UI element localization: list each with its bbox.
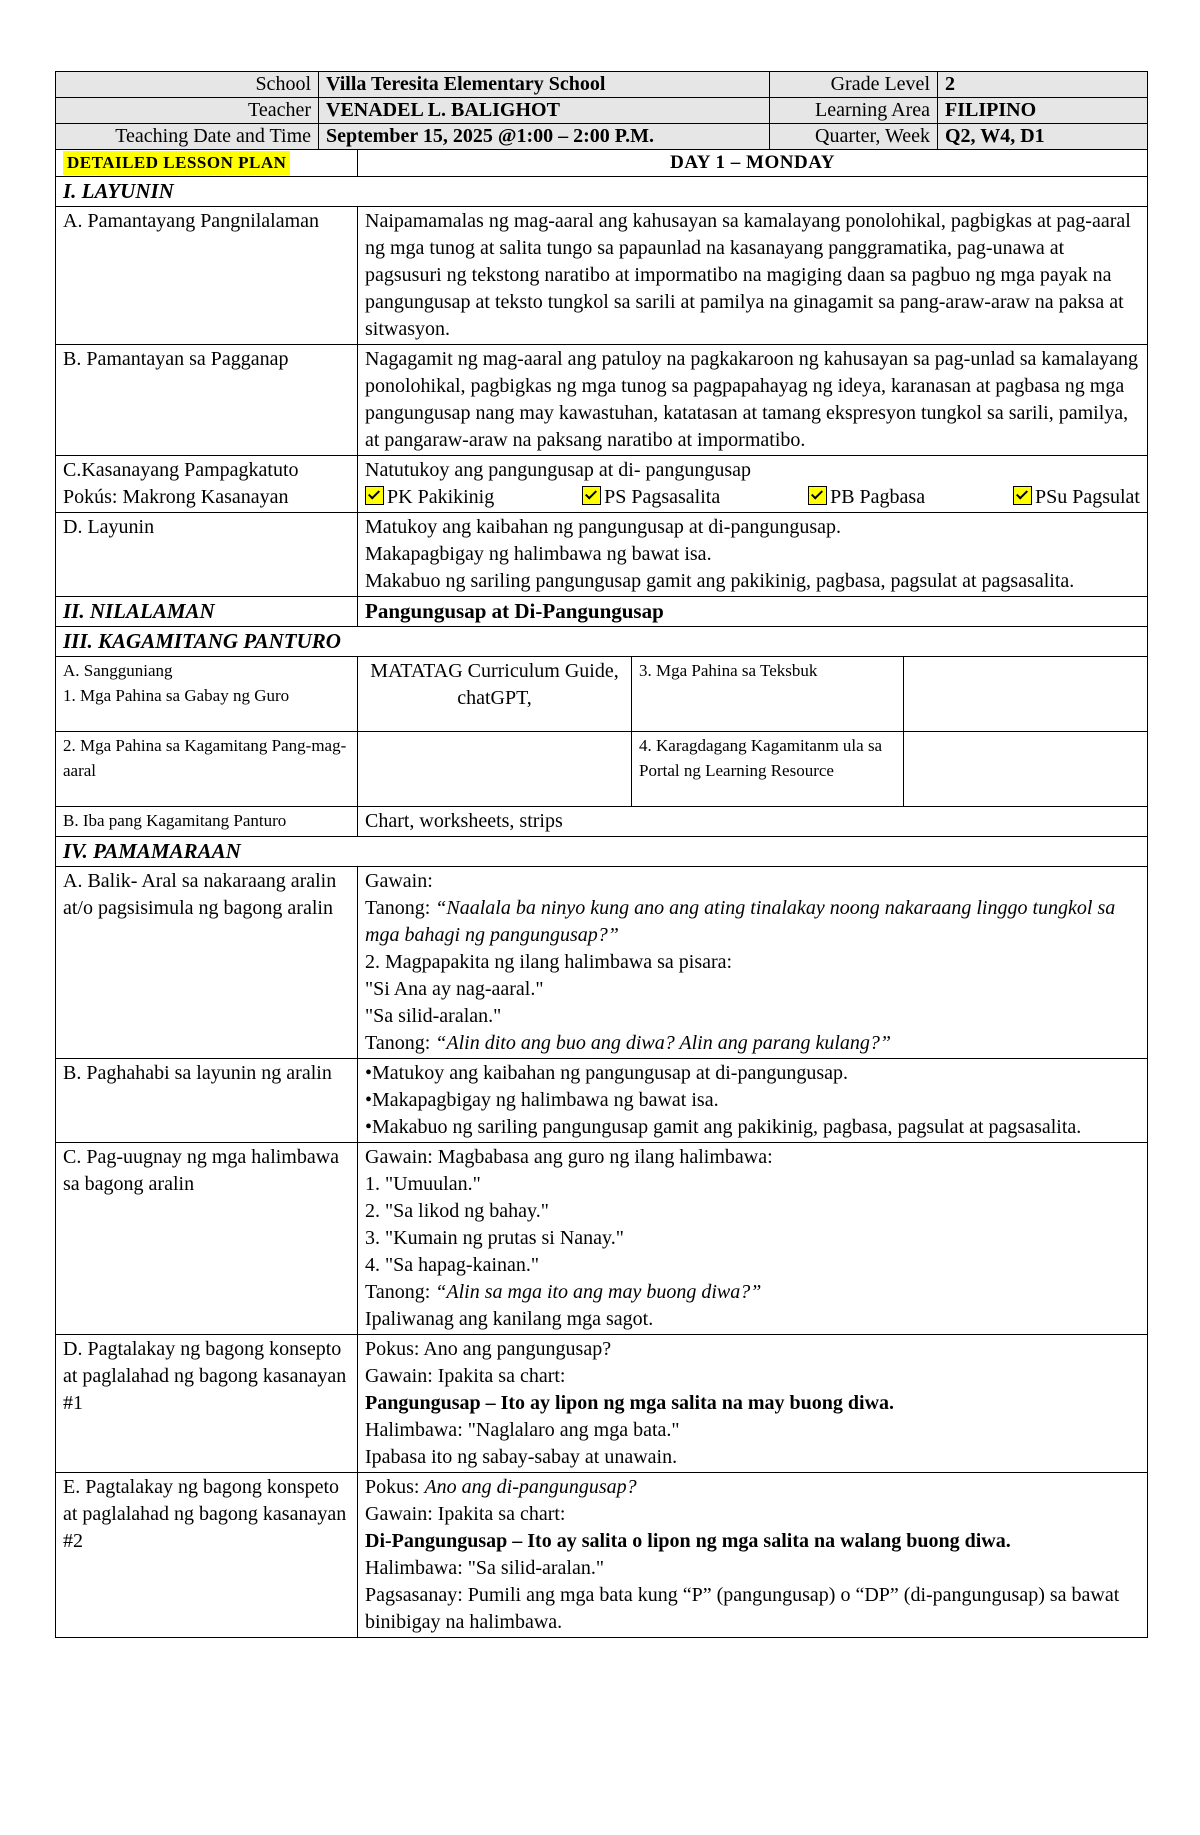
- pag-uugnay-tanong: [365, 1279, 1140, 1306]
- lesson-plan-document: [55, 71, 1147, 1638]
- header-table: [55, 71, 1148, 150]
- pagtalakay-1-gawain: Gawain: Ipakita sa chart:: [365, 1365, 566, 1387]
- row-pag-uugnay: [56, 1143, 1148, 1335]
- paghahabi-line: •Matukoy ang kaibahan ng pangungusap at di-pangungusap.: [365, 1062, 849, 1084]
- kasanayan-text: Natutukoy ang pangungusap at di- pangungusap: [365, 459, 752, 481]
- pagtalakay-2-definition: Di-Pangungusap – Ito ay salita o lipon ng mga salita na walang buong diwa.: [365, 1530, 1011, 1552]
- pag-uugnay-content: [358, 1143, 1148, 1335]
- checkbox-checked-icon: [365, 486, 384, 505]
- balik-aral-example: "Sa silid-aralan.": [365, 1005, 502, 1027]
- checkbox-checked-icon: [1013, 486, 1032, 505]
- header-row-date: [56, 124, 1148, 150]
- layunin-title: I. LAYUNIN: [56, 177, 1148, 207]
- iba-pang-value: Chart, worksheets, strips: [358, 807, 1148, 837]
- row-paghahabi: [56, 1059, 1148, 1143]
- pag-uugnay-item: 2. "Sa likod ng bahay.": [365, 1200, 549, 1222]
- plan-title-row: [56, 150, 1148, 177]
- sanggunian-label-line1: A. Sangguniang: [63, 661, 173, 680]
- date-label: Teaching Date and Time: [56, 124, 319, 150]
- school-label: School: [56, 72, 319, 98]
- day-label: DAY 1 – MONDAY: [358, 150, 1148, 177]
- tanong-prefix: Tanong:: [365, 1032, 436, 1054]
- pagtalakay-1-pokus: Pokus: Ano ang pangungusap?: [365, 1338, 612, 1360]
- pag-uugnay-item: 3. "Kumain ng prutas si Nanay.": [365, 1227, 624, 1249]
- lesson-table: [55, 149, 1148, 1638]
- nilalaman-value: Pangungusap at Di-Pangungusap: [358, 597, 1148, 627]
- pagganap-text: Nagagamit ng mag-aaral ang patuloy na pagkakaroon ng kahusayan sa pag-unlad sa kamalayang ponolohikal, pagbigkas ng mga tunog sa pagpapahayag ng ideya, karanasan at pagbasa ng mga pangungusap nang may kawastuhan, katatasan at tamang ekspresyon tungkol sa sarili, pamilya, at pangaraw-araw na paksang naratibo at impormatibo.: [358, 345, 1148, 456]
- quarter-label: Quarter, Week: [770, 124, 938, 150]
- macro-psu-label: PSu Pagsulat: [1034, 486, 1140, 508]
- pagtalakay-1-last: Ipabasa ito ng sabay-sabay at unawain.: [365, 1446, 678, 1468]
- pagtalakay-2-label: E. Pagtalakay ng bagong konspeto at paglalahad ng bagong kasanayan #2: [56, 1473, 358, 1638]
- macro-ps-label: PS Pagsasalita: [604, 486, 721, 508]
- macro-skills: [365, 484, 1140, 511]
- pag-uugnay-last: Ipaliwanag ang kanilang mga sagot.: [365, 1308, 654, 1330]
- layunin-d-content: [358, 513, 1148, 597]
- section-kagamitan: [56, 627, 1148, 657]
- pagtalakay-1-content: [358, 1335, 1148, 1473]
- grade-label: Grade Level: [770, 72, 938, 98]
- balik-aral-item2: 2. Magpapakita ng ilang halimbawa sa pisara:: [365, 951, 733, 973]
- row-sanggunian: [56, 657, 1148, 732]
- pag-uugnay-item: 1. "Umuulan.": [365, 1173, 481, 1195]
- row-pagtalakay-1: [56, 1335, 1148, 1473]
- row-pagtalakay-2: [56, 1473, 1148, 1638]
- checkbox-checked-icon: [582, 486, 601, 505]
- paghahabi-label: B. Paghahabi sa layunin ng aralin: [56, 1059, 358, 1143]
- pupil-label: 2. Mga Pahina sa Kagamitang Pang-mag-aaral: [56, 732, 358, 807]
- paghahabi-line: •Makabuo ng sariling pangungusap gamit ang pakikinig, pagbasa, pagsulat at pagsasalita.: [365, 1116, 1082, 1138]
- kasanayan-content: [358, 456, 1148, 513]
- pagtalakay-2-gawain: Gawain: Ipakita sa chart:: [365, 1503, 566, 1525]
- macro-pk-label: PK Pakikinig: [387, 486, 495, 508]
- pag-uugnay-gawain: Gawain: Magbabasa ang guro ng ilang halimbawa:: [365, 1146, 773, 1168]
- balik-aral-gawain: Gawain:: [365, 870, 433, 892]
- grade-value: 2: [938, 72, 1148, 98]
- tanong-text: “Alin dito ang buo ang diwa? Alin ang parang kulang?”: [435, 1032, 892, 1054]
- layunin-d-line: Matukoy ang kaibahan ng pangungusap at di-pangungusap.: [365, 516, 842, 538]
- sanggunian-label-line2: 1. Mga Pahina sa Gabay ng Guro: [63, 686, 290, 705]
- date-value: September 15, 2025 @1:00 – 2:00 P.M.: [319, 124, 770, 150]
- pokus-text: Ano ang di-pangungusap?: [424, 1476, 637, 1498]
- checkbox-checked-icon: [808, 486, 827, 505]
- iba-pang-label: B. Iba pang Kagamitang Panturo: [56, 807, 358, 837]
- macro-pb: [808, 484, 925, 511]
- pagtalakay-2-pokus: [365, 1474, 1140, 1501]
- tanong-prefix: Tanong:: [365, 897, 436, 919]
- pokus-prefix: Pokus:: [365, 1476, 425, 1498]
- tanong-text: “Alin sa mga ito ang may buong diwa?”: [435, 1281, 762, 1303]
- teacher-label: Teacher: [56, 98, 319, 124]
- pagtalakay-1-definition: Pangungusap – Ito ay lipon ng mga salita na may buong diwa.: [365, 1392, 895, 1414]
- gabay-value: MATATAG Curriculum Guide, chatGPT,: [358, 657, 632, 732]
- quarter-value: Q2, W4, D1: [938, 124, 1148, 150]
- section-layunin: [56, 177, 1148, 207]
- section-nilalaman: [56, 597, 1148, 627]
- layunin-d-line: Makapagbigay ng halimbawa ng bawat isa.: [365, 543, 712, 565]
- teksbuk-value: [904, 657, 1148, 732]
- balik-aral-tanong2: [365, 1030, 1140, 1057]
- balik-aral-label: A. Balik- Aral sa nakaraang aralin at/o pagsisimula ng bagong aralin: [56, 867, 358, 1059]
- tanong-text: “Naalala ba ninyo kung ano ang ating tinalakay noong nakaraang linggo tungkol sa mga bahagi ng pangungusap?”: [365, 897, 1116, 946]
- balik-aral-example: "Si Ana ay nag-aaral.": [365, 978, 544, 1000]
- pagtalakay-2-content: [358, 1473, 1148, 1638]
- area-value: FILIPINO: [938, 98, 1148, 124]
- header-row-school: [56, 72, 1148, 98]
- paghahabi-line: •Makapagbigay ng halimbawa ng bawat isa.: [365, 1089, 719, 1111]
- teacher-value: VENADEL L. BALIGHOT: [319, 98, 770, 124]
- kasanayan-label-line1: C.Kasanayang Pampagkatuto: [63, 459, 299, 481]
- pag-uugnay-item: 4. "Sa hapag-kainan.": [365, 1254, 540, 1276]
- row-kasanayang-pampagkatuto: [56, 456, 1148, 513]
- row-balik-aral: [56, 867, 1148, 1059]
- row-iba-pang-kagamitan: [56, 807, 1148, 837]
- pagtalakay-2-last: Pagsasanay: Pumili ang mga bata kung “P” (pangungusap) o “DP” (di-pangungusap) sa bawat binibigay na halimbawa.: [365, 1584, 1120, 1633]
- pagtalakay-1-label: D. Pagtalakay ng bagong konsepto at paglalahad ng bagong kasanayan #1: [56, 1335, 358, 1473]
- portal-value: [904, 732, 1148, 807]
- kasanayan-label: [56, 456, 358, 513]
- kasanayan-label-line2: Pokús: Makrong Kasanayan: [63, 486, 289, 508]
- macro-pb-label: PB Pagbasa: [830, 486, 926, 508]
- pangnilalaman-label: A. Pamantayang Pangnilalaman: [56, 207, 358, 345]
- pagganap-label: B. Pamantayan sa Pagganap: [56, 345, 358, 456]
- plan-label: DETAILED LESSON PLAN: [63, 151, 290, 175]
- pag-uugnay-label: C. Pag-uugnay ng mga halimbawa sa bagong aralin: [56, 1143, 358, 1335]
- macro-psu: [1013, 484, 1140, 511]
- section-pamamaraan: [56, 837, 1148, 867]
- sanggunian-label: [56, 657, 358, 732]
- macro-ps: [582, 484, 720, 511]
- pagtalakay-1-halimbawa: Halimbawa: "Naglalaro ang mga bata.": [365, 1419, 680, 1441]
- layunin-d-label: D. Layunin: [56, 513, 358, 597]
- macro-pk: [365, 484, 494, 511]
- tanong-prefix: Tanong:: [365, 1281, 436, 1303]
- row-pamantayang-pangnilalaman: [56, 207, 1148, 345]
- row-pupil-materials: [56, 732, 1148, 807]
- balik-aral-content: [358, 867, 1148, 1059]
- nilalaman-title: II. NILALAMAN: [56, 597, 358, 627]
- pupil-value: [358, 732, 632, 807]
- layunin-d-line: Makabuo ng sariling pangungusap gamit ang pakikinig, pagbasa, pagsulat at pagsasalita.: [365, 570, 1075, 592]
- paghahabi-content: [358, 1059, 1148, 1143]
- teksbuk-label: 3. Mga Pahina sa Teksbuk: [632, 657, 904, 732]
- row-layunin-d: [56, 513, 1148, 597]
- school-value: Villa Teresita Elementary School: [319, 72, 770, 98]
- pagtalakay-2-halimbawa: Halimbawa: "Sa silid-aralan.": [365, 1557, 605, 1579]
- portal-label: 4. Karagdagang Kagamitanm ula sa Portal ng Learning Resource: [632, 732, 904, 807]
- pangnilalaman-text: Naipamamalas ng mag-aaral ang kahusayan sa kamalayang ponolohikal, pagbigkas at pag-aaral ng mga tunog at salita tungo sa papaunlad na kasanayang panggramatika, pag-unawa at pagsusuri ng tekstong naratibo at impormatibo na magiging daan sa pagbuo ng mga payak na pangungusap at teksto tungkol sa sarili at pamilya na ginagamit sa pang-araw-araw na paksa at sitwasyon.: [358, 207, 1148, 345]
- pamamaraan-title: IV. PAMAMARAAN: [56, 837, 1148, 867]
- kagamitan-title: III. KAGAMITANG PANTURO: [56, 627, 1148, 657]
- header-row-teacher: [56, 98, 1148, 124]
- area-label: Learning Area: [770, 98, 938, 124]
- balik-aral-tanong1: [365, 895, 1140, 949]
- row-pamantayan-pagganap: [56, 345, 1148, 456]
